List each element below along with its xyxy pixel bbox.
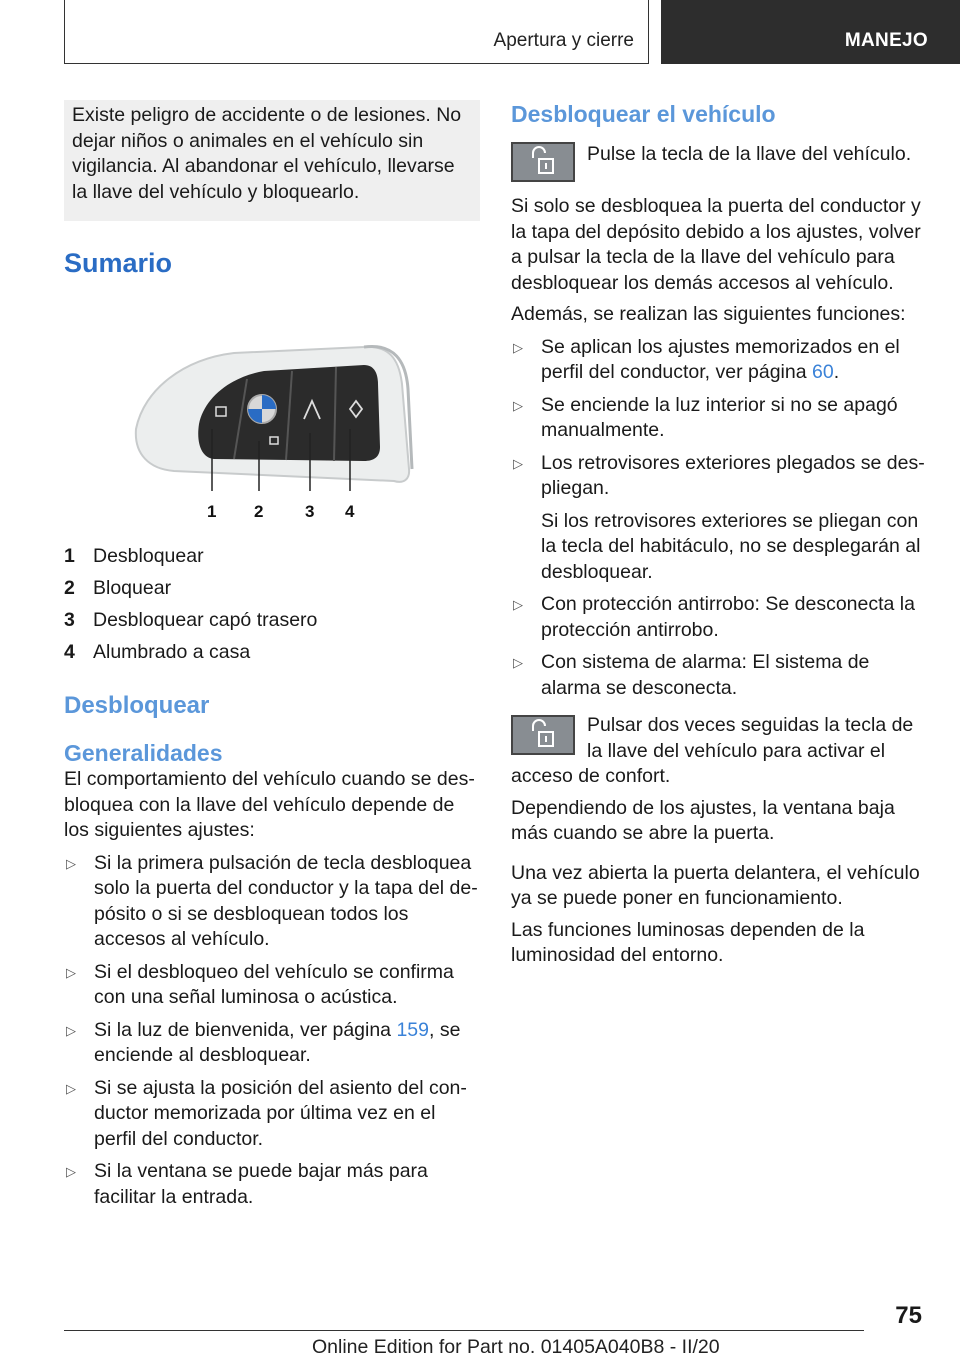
triangle-bullet-icon: ▷ [66, 855, 76, 871]
sub-paragraph: Si los retrovisores exteriores se pliegan con la tecla del habitáculo, no se desplegarán al desbloquear. [541, 509, 921, 583]
legend-number: 1 [64, 545, 75, 568]
unlock-icon [511, 142, 575, 182]
list-item: ▷ Si la ventana se puede bajar más para facilitar la entrada. [66, 1160, 428, 1208]
key-fob-image [64, 329, 480, 523]
list-item: ▷ Si la primera pulsación de tecla desbloquea solo la puerta del conductor y la tapa del depósito o si se desbloquean todos los accesos al vehículo. [66, 851, 478, 950]
header-section-box [64, 0, 649, 64]
list-item: ▷ Si se ajusta la posición del asiento del conductor memorizada por última vez en el perfil del conductor. [66, 1076, 467, 1150]
triangle-bullet-icon: ▷ [513, 397, 523, 413]
callout-3: 3 [305, 502, 315, 521]
triangle-bullet-icon: ▷ [66, 1080, 76, 1096]
warning-box [64, 100, 480, 221]
paragraph: Dependiendo de los ajustes, la ventana baja más cuando se abre la puerta. [511, 796, 895, 844]
icon-paragraph [511, 713, 927, 790]
callout-1: 1 [207, 502, 217, 521]
left-column [64, 100, 480, 1210]
section-title: Apertura y cierre [493, 30, 634, 51]
chapter-title: MANEJO [844, 30, 928, 51]
unlock-icon [511, 715, 575, 755]
legend-number: 3 [64, 609, 75, 632]
icon1-text: Pulse la tecla de la llave del vehículo. [587, 143, 912, 165]
legend-item [64, 605, 480, 637]
paragraph: Si solo se desbloquea la puerta del conductor y la tapa del depósito debido a los ajustes, volver a pulsar la tecla de la llave del vehículo para desbloquear los demás accesos al vehículo. [511, 195, 921, 294]
intro-paragraph: El comportamiento del vehículo cuando se desbloquea con la llave del vehículo depende de los siguientes ajustes: [64, 768, 475, 841]
triangle-bullet-icon: ▷ [513, 339, 523, 355]
list-item: ▷ Se enciende la luz interior si no se apagó manualmente. [513, 393, 898, 441]
generalidades-title: Generalidades [64, 740, 223, 766]
triangle-bullet-icon: ▷ [513, 597, 523, 612]
list-item: ▷ Se aplican los ajustes memorizados en el perfil del conductor, ver página 60. [513, 335, 900, 383]
icon2-text: Pulsar dos veces seguidas la tecla de la llave del vehículo para activar el acceso de confort. [511, 714, 914, 787]
legend-item [64, 637, 480, 669]
legend-item [64, 541, 480, 573]
paragraph: Las funciones luminosas dependen de la luminosidad del entorno. [511, 918, 865, 966]
page-link[interactable]: 60 [812, 361, 834, 383]
legend-label: Desbloquear capó trasero [93, 609, 318, 632]
desbloquear-title: Desbloquear [64, 692, 210, 719]
triangle-bullet-icon: ▷ [66, 1022, 76, 1038]
page-link[interactable]: 159 [396, 1018, 429, 1041]
paragraph: Una vez abierta la puerta delantera, el vehículo ya se puede poner en funcionamiento. [511, 861, 920, 909]
triangle-bullet-icon: ▷ [513, 455, 523, 471]
desbloquear-vehiculo-title: Desbloquear el vehículo [511, 101, 776, 127]
callout-4: 4 [345, 502, 355, 521]
list-item: ▷ Si la luz de bienvenida, ver página 159, se enciende al desbloquear. [66, 1018, 461, 1066]
triangle-bullet-icon: ▷ [66, 964, 76, 980]
triangle-bullet-icon: ▷ [513, 655, 523, 670]
legend-item [64, 573, 480, 605]
triangle-bullet-icon: ▷ [66, 1164, 76, 1179]
icon-paragraph [511, 142, 927, 182]
footer-divider [64, 1330, 864, 1331]
page-number: 75 [895, 1302, 922, 1329]
legend-label: Desbloquear [93, 545, 204, 568]
figure-legend [64, 541, 480, 669]
list-item: ▷ Con protección antirrobo: Se desconecta la protección antirrobo. [513, 593, 915, 641]
sumario-title: Sumario [64, 248, 173, 278]
list-item: ▷ Si el desbloqueo del vehículo se confirma con una señal luminosa o acústica. [66, 960, 454, 1008]
legend-label: Bloquear [93, 577, 172, 600]
functions-list [511, 335, 927, 702]
legend-number: 2 [64, 577, 75, 600]
list-item: ▷ Los retrovisores exteriores plegados se despliegan. Si los retrovisores exteriores se pliegan con la tecla del habitáculo, no se desplegarán al desbloquear. [511, 451, 927, 586]
settings-list [64, 851, 480, 1211]
callout-2: 2 [254, 502, 264, 521]
legend-number: 4 [64, 641, 75, 664]
legend-label: Alumbrado a casa [93, 641, 251, 664]
edition-text: Online Edition for Part no. 01405A040B8 - II/20 [312, 1336, 720, 1358]
warning-text: Existe peligro de accidente o de lesiones. No dejar niños o animales en el vehículo sin vigilancia. Al abandonar el vehículo, llevarse la llave del vehículo y bloquearlo. [72, 104, 462, 203]
chapter-tab [661, 0, 960, 64]
right-column [511, 100, 927, 969]
key-fob-figure [64, 329, 480, 523]
list-item: ▷ Con sistema de alarma: El sistema de alarma se desconecta. [513, 651, 870, 699]
paragraph: Además, se realizan las siguientes funciones: [511, 303, 906, 325]
